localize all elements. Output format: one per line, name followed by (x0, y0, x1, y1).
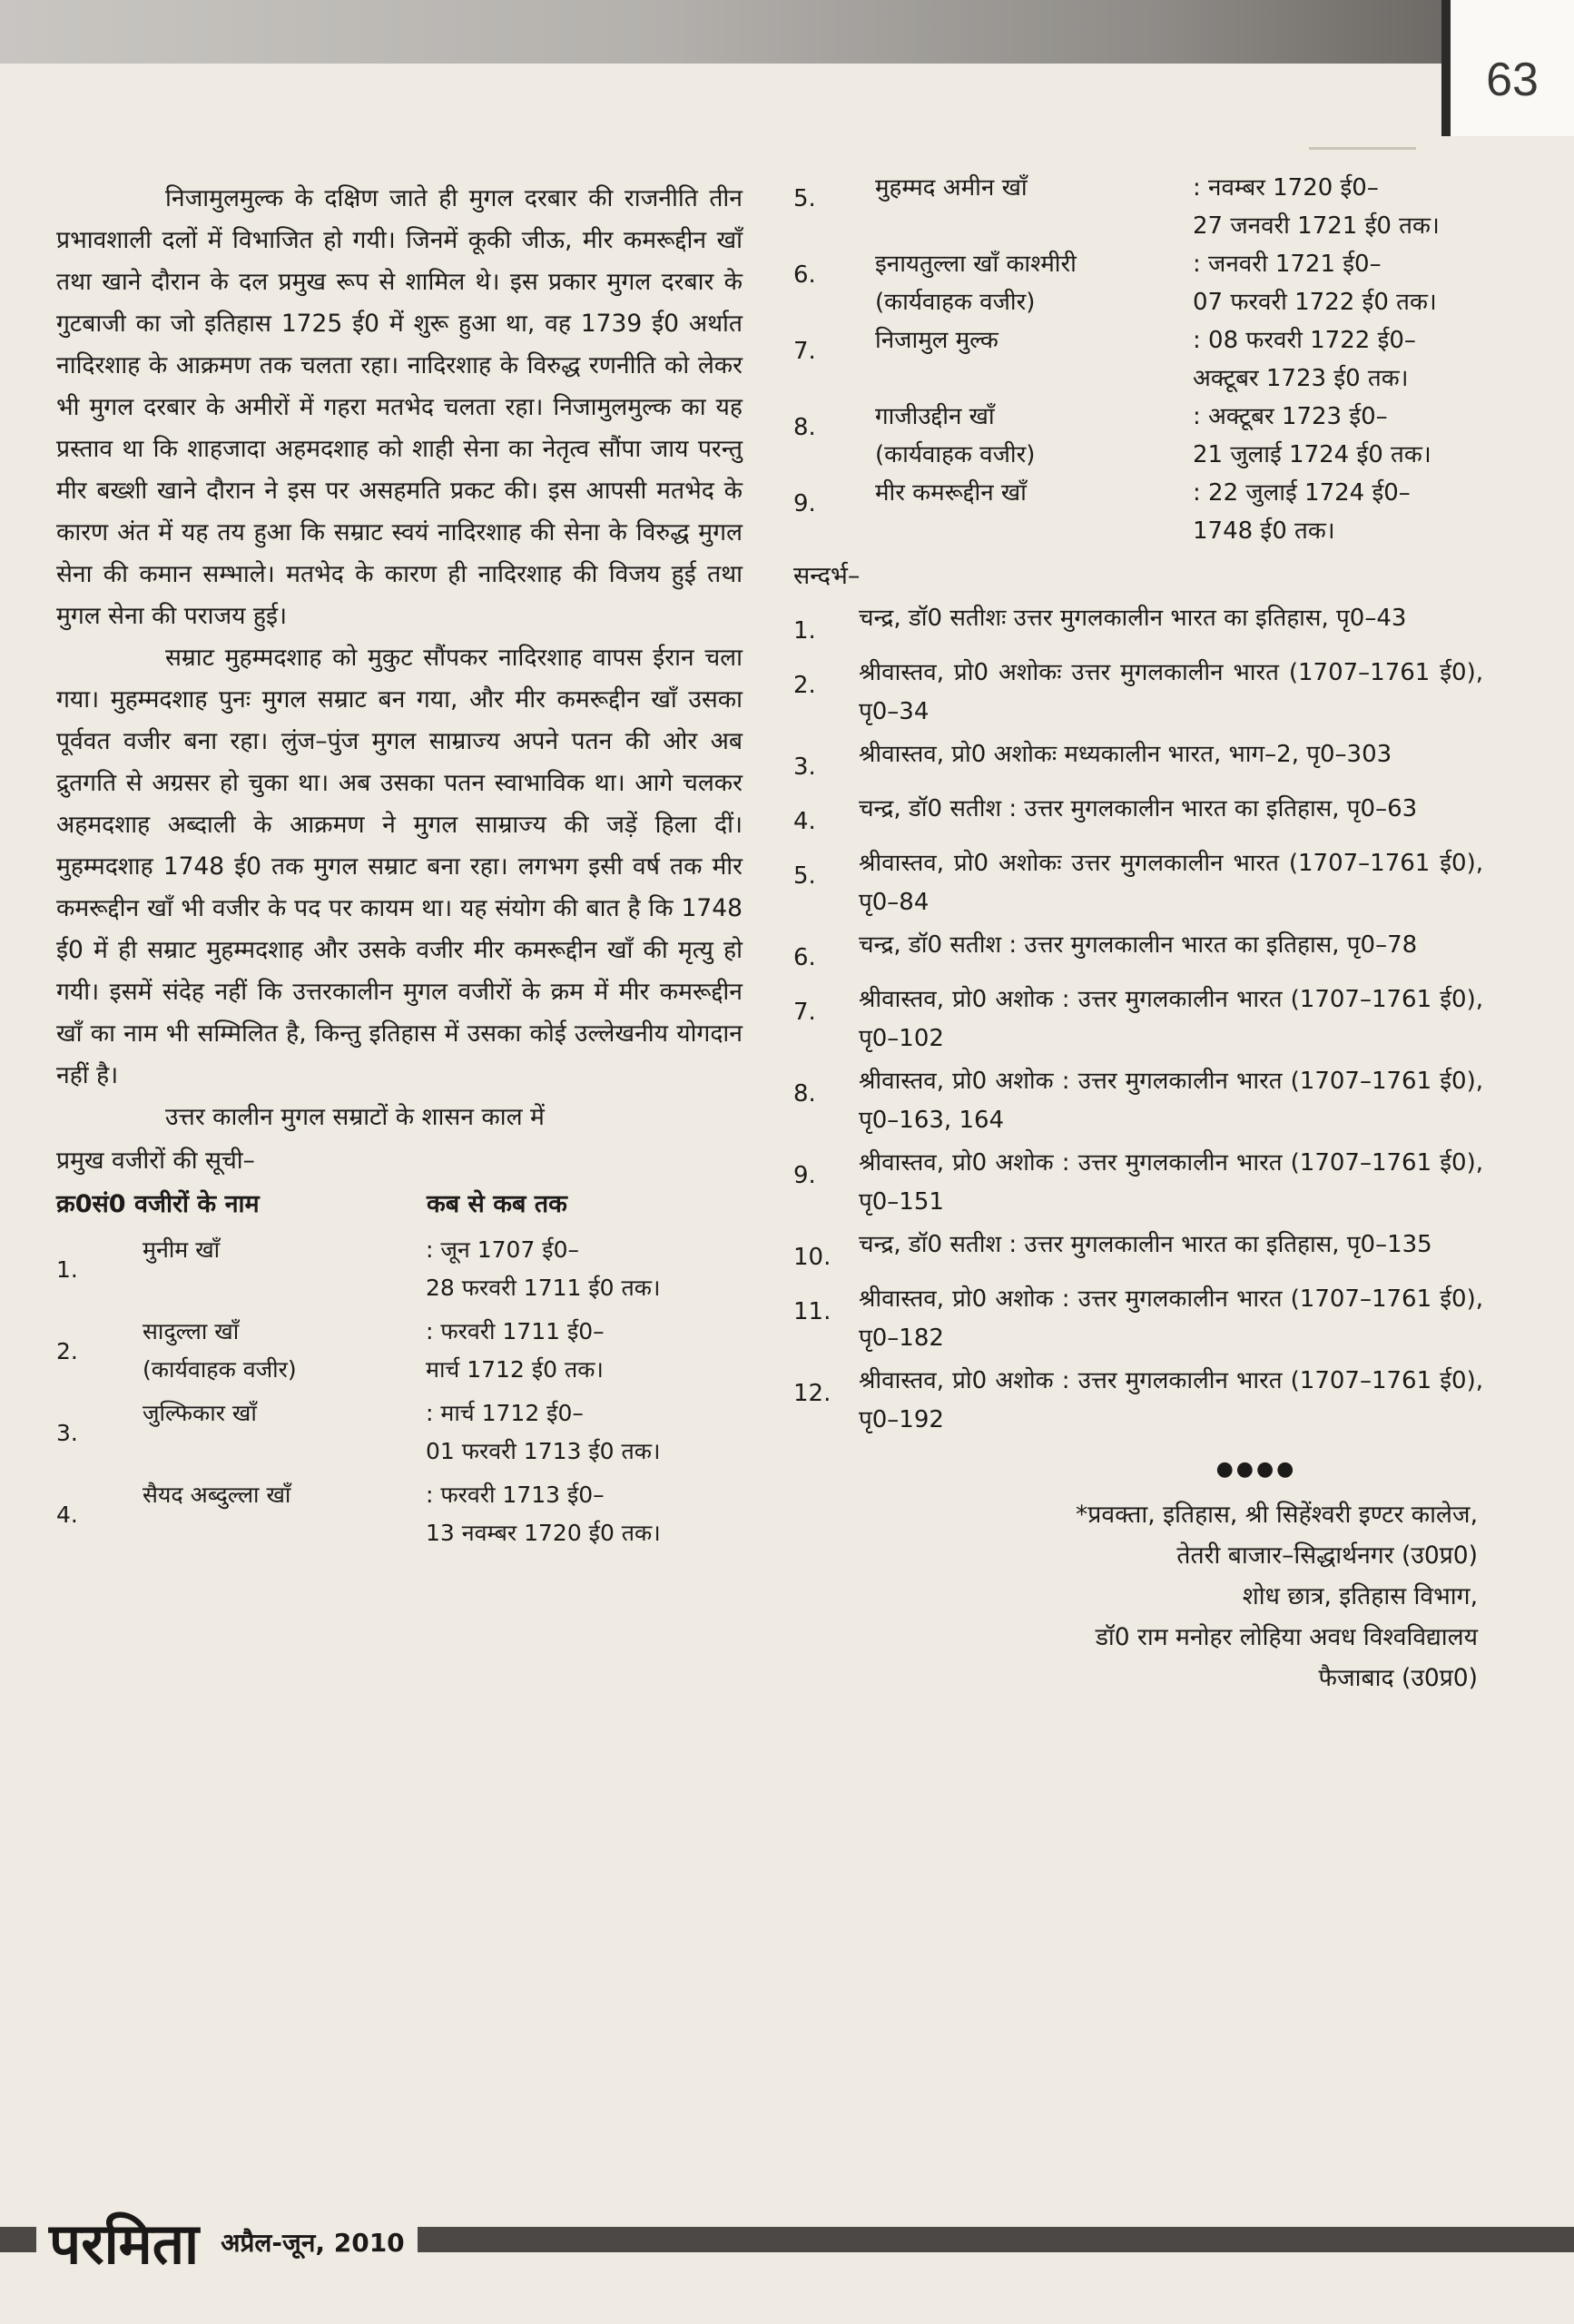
period-to: 21 जुलाई 1724 ई0 तक। (1193, 441, 1431, 468)
reference-text: चन्द्र, डॉ0 सतीशः उत्तर मुगलकालीन भारत का इतिहास, पृ0–43 (859, 605, 1407, 632)
wazir-row (56, 1313, 743, 1389)
wazir-name-cell (875, 321, 1193, 398)
wazir-number: 6. (793, 261, 816, 289)
wazir-name: सादुल्ला खाँ (143, 1318, 240, 1344)
reference-item (793, 790, 1483, 841)
author-line: *प्रवक्ता, इतिहास, श्री सिहेंश्वरी इण्टर कालेज, (1076, 1501, 1478, 1529)
period-from: : 08 फरवरी 1722 ई0– (1193, 327, 1416, 354)
reference-text: चन्द्र, डॉ0 सतीश : उत्तर मुगलकालीन भारत का इतिहास, पृ0–63 (859, 795, 1418, 822)
wazir-period (1193, 169, 1483, 245)
reference-number: 3. (793, 753, 816, 781)
wazir-name: जुल्फिकार खाँ (143, 1400, 257, 1426)
header-bar (0, 0, 1441, 64)
wazir-role: (कार्यवाहक वजीर) (875, 441, 1036, 468)
issue-date: अप्रैल-जून, 2010 (221, 2228, 405, 2258)
reference-text: चन्द्र, डॉ0 सतीश : उत्तर मुगलकालीन भारत का इतिहास, पृ0–135 (859, 1231, 1432, 1258)
period-to: मार्च 1712 ई0 तक। (426, 1356, 604, 1383)
reference-item (793, 980, 1483, 1059)
reference-number: 11. (793, 1298, 831, 1325)
wazir-number: 5. (793, 185, 816, 212)
footer-brand (36, 2197, 418, 2288)
magazine-title: परमिता (49, 2211, 200, 2277)
wazir-role: (कार्यवाहक वजीर) (875, 289, 1036, 316)
reference-item (793, 735, 1483, 786)
section-separator: ●●●● (1215, 1458, 1297, 1481)
reference-item (793, 1280, 1483, 1358)
period-from: : अक्टूबर 1723 ई0– (1193, 403, 1388, 430)
author-line: तेतरी बाजार–सिद्धार्थनगर (उ0प्र0) (1176, 1541, 1478, 1570)
period-to: 13 नवम्बर 1720 ई0 तक। (426, 1520, 661, 1546)
wazir-number: 2. (56, 1338, 78, 1364)
reference-number: 9. (793, 1162, 816, 1189)
reference-text: श्रीवास्तव, प्रो0 अशोक : उत्तर मुगलकालीन भारत (1707–1761 ई0), पृ0–102 (859, 986, 1483, 1052)
wazir-name-cell (143, 1394, 426, 1471)
reference-number: 7. (793, 999, 816, 1026)
reference-text: श्रीवास्तव, प्रो0 अशोक : उत्तर मुगलकालीन भारत (1707–1761 ई0), पृ0–151 (859, 1149, 1483, 1216)
wazir-row (56, 1394, 743, 1471)
reference-text: श्रीवास्तव, प्रो0 अशोकः मध्यकालीन भारत, भाग–2, पृ0–303 (859, 741, 1392, 768)
period-to: 28 फरवरी 1711 ई0 तक। (426, 1275, 661, 1301)
reference-text: श्रीवास्तव, प्रो0 अशोकः उत्तर मुगलकालीन भारत (1707–1761 ई0), पृ0–34 (859, 659, 1483, 725)
wazir-period (1193, 321, 1483, 398)
author-affiliation (793, 1494, 1483, 1699)
wazir-period (426, 1476, 743, 1552)
reference-item (793, 1062, 1483, 1140)
wazir-name-cell (143, 1231, 426, 1307)
page-number: 63 (1441, 0, 1574, 136)
wazir-period (1193, 245, 1483, 321)
period-to: अक्टूबर 1723 ई0 तक। (1193, 365, 1409, 392)
wazir-row (793, 245, 1483, 321)
period-from: : जून 1707 ई0– (426, 1236, 579, 1263)
wazir-name-cell (143, 1313, 426, 1389)
wazir-number: 4. (56, 1502, 78, 1528)
wazir-role: (कार्यवाहक वजीर) (143, 1356, 297, 1383)
wazir-period (426, 1231, 743, 1307)
wazir-number: 1. (56, 1256, 78, 1283)
wazir-number: 8. (793, 414, 816, 441)
header-period-col: कब से कब तक (427, 1190, 567, 1218)
paragraph-1: निजामुलमुल्क के दक्षिण जाते ही मुगल दरबार की राजनीति तीन प्रभावशाली दलों में विभाजित हो गयी। जिनमें कूकी जीऊ, मीर कमरूद्दीन खाँ तथा खाने दौरान के दल प्रमुख रूप से शामिल थे। इस प्रकार मुगल दरबार के गुटबाजी का जो इतिहास 1725 ई0 में शुरू हुआ था, वह 1739 ई0 अर्थात नादिरशाह के आक्रमण तक चलता रहा। नादिरशाह के विरुद्ध रणनीति को लेकर भी मुगल दरबार के अमीरों में गहरा मतभेद चलता रहा। निजामुलमुल्क का यह प्रस्ताव था कि शाहजादा अहमदशाह को शाही सेना का नेतृत्व सौंपा जाय परन्तु मीर बख्शी खाने दौरान ने इस पर असहमति प्रकट की। इस आपसी मतभेद के कारण अंत में यह तय हुआ कि सम्राट स्वयं नादिरशाह की सेना के विरुद्ध मुगल सेना की कमान सम्भाले। मतभेद के कारण ही नादिरशाह की विजय हुई तथा मुगल सेना की पराजय हुई। (56, 184, 743, 630)
reference-number: 10. (793, 1244, 831, 1271)
paragraph-3: उत्तर कालीन मुगल सम्राटों के शासन काल में (165, 1103, 545, 1131)
reference-number: 12. (793, 1380, 831, 1407)
period-from: : फरवरी 1713 ई0– (426, 1482, 605, 1508)
period-to: 07 फरवरी 1722 ई0 तक। (1193, 289, 1437, 316)
author-line: शोध छात्र, इतिहास विभाग, (1242, 1582, 1478, 1610)
wazir-table-left (56, 1231, 743, 1552)
references-title: सन्दर्भ– (793, 562, 861, 590)
reference-item (793, 654, 1483, 732)
wazir-row (793, 169, 1483, 245)
wazir-period (426, 1313, 743, 1389)
reference-item (793, 1144, 1483, 1222)
wazir-name-cell (875, 474, 1193, 550)
period-to: 01 फरवरी 1713 ई0 तक। (426, 1438, 661, 1464)
reference-number: 8. (793, 1080, 816, 1108)
wazir-period (1193, 398, 1483, 474)
paragraph-2: सम्राट मुहम्मदशाह को मुकुट सौंपकर नादिरशाह वापस ईरान चला गया। मुहम्मदशाह पुनः मुगल सम्राट बन गया, और मीर कमरूद्दीन खाँ उसका पूर्ववत वजीर बना रहा। लुंज–पुंज मुगल साम्राज्य अपने पतन की ओर अब द्रुतगति से अग्रसर हो चुका था। अब उसका पतन स्वाभाविक था। आगे चलकर अहमदशाह अब्दाली के आक्रमण ने मुगल साम्राज्य की जड़ें हिला दीं। मुहम्मदशाह 1748 ई0 तक मुगल सम्राट बना रहा। लगभग इसी वर्ष तक मीर कमरूद्दीन खाँ भी वजीर के पद पर कायम था। यह संयोग की बात है कि 1748 ई0 में ही सम्राट मुहम्मदशाह और उसके वजीर मीर कमरूद्दीन खाँ की मृत्यु हो गयी। इसमें संदेह नहीं कि उत्तरकालीन मुगल वजीरों के क्रम में मीर कमरूद्दीन खाँ का नाम भी सम्मिलित है, किन्तु इतिहास में उसका कोई उल्लेखनीय योगदान नहीं है। (56, 644, 743, 1089)
reference-text: श्रीवास्तव, प्रो0 अशोकः उत्तर मुगलकालीन भारत (1707–1761 ई0), पृ0–84 (859, 850, 1483, 916)
wazir-number: 9. (793, 490, 816, 517)
period-from: : 22 जुलाई 1724 ई0– (1193, 479, 1411, 507)
period-from: : जनवरी 1721 ई0– (1193, 251, 1382, 278)
reference-number: 5. (793, 862, 816, 890)
wazir-name-cell (875, 169, 1193, 245)
wazir-name: इनायतुल्ला खाँ काश्मीरी (875, 251, 1077, 278)
wazir-row (793, 398, 1483, 474)
period-from: : फरवरी 1711 ई0– (426, 1318, 605, 1344)
wazir-period (1193, 474, 1483, 550)
wazir-table-header (56, 1184, 743, 1226)
wazir-number: 3. (56, 1420, 78, 1446)
reference-text: श्रीवास्तव, प्रो0 अशोक : उत्तर मुगलकालीन भारत (1707–1761 ई0), पृ0–182 (859, 1285, 1483, 1352)
reference-item (793, 1362, 1483, 1440)
wazir-row (793, 474, 1483, 550)
wazir-list-title: प्रमुख वजीरों की सूची– (56, 1147, 255, 1175)
references-list (793, 599, 1483, 1440)
wazir-table-right (793, 169, 1483, 550)
reference-number: 6. (793, 944, 816, 971)
wazir-period (426, 1394, 743, 1471)
period-from: : मार्च 1712 ई0– (426, 1400, 584, 1426)
left-column (56, 178, 743, 1552)
reference-text: श्रीवास्तव, प्रो0 अशोक : उत्तर मुगलकालीन भारत (1707–1761 ई0), पृ0–192 (859, 1367, 1483, 1433)
author-line: डॉ0 राम मनोहर लोहिया अवध विश्वविद्यालय (1095, 1623, 1478, 1651)
reference-item (793, 926, 1483, 977)
reference-text: श्रीवास्तव, प्रो0 अशोक : उत्तर मुगलकालीन भारत (1707–1761 ई0), पृ0–163, 164 (859, 1068, 1483, 1134)
author-line: फैजाबाद (उ0प्र0) (1318, 1664, 1478, 1692)
period-to: 1748 ई0 तक। (1193, 517, 1335, 545)
period-to: 27 जनवरी 1721 ई0 तक। (1193, 212, 1440, 240)
header-tab-mark (1309, 116, 1416, 150)
wazir-row (793, 321, 1483, 398)
wazir-name: गाजीउद्दीन खाँ (875, 403, 995, 430)
reference-number: 1. (793, 617, 816, 645)
right-column (793, 169, 1483, 1699)
wazir-name: निजामुल मुल्क (875, 327, 999, 354)
period-from: : नवम्बर 1720 ई0– (1193, 174, 1379, 202)
reference-item (793, 1226, 1483, 1276)
wazir-name: मुनीम खाँ (143, 1236, 221, 1263)
wazir-name: मुहम्मद अमीन खाँ (875, 174, 1028, 202)
wazir-name: मीर कमरूद्दीन खाँ (875, 479, 1027, 507)
wazir-name-cell (143, 1476, 426, 1552)
reference-text: चन्द्र, डॉ0 सतीश : उत्तर मुगलकालीन भारत का इतिहास, पृ0–78 (859, 931, 1418, 959)
wazir-name-cell (875, 245, 1193, 321)
reference-item (793, 844, 1483, 922)
wazir-name: सैयद अब्दुल्ला खाँ (143, 1482, 291, 1508)
reference-number: 2. (793, 672, 816, 699)
wazir-row (56, 1231, 743, 1307)
reference-item (793, 599, 1483, 650)
header-name-col: क्र0सं0 वजीरों के नाम (56, 1190, 260, 1218)
wazir-number: 7. (793, 338, 816, 365)
wazir-row (56, 1476, 743, 1552)
reference-number: 4. (793, 808, 816, 835)
wazir-name-cell (875, 398, 1193, 474)
